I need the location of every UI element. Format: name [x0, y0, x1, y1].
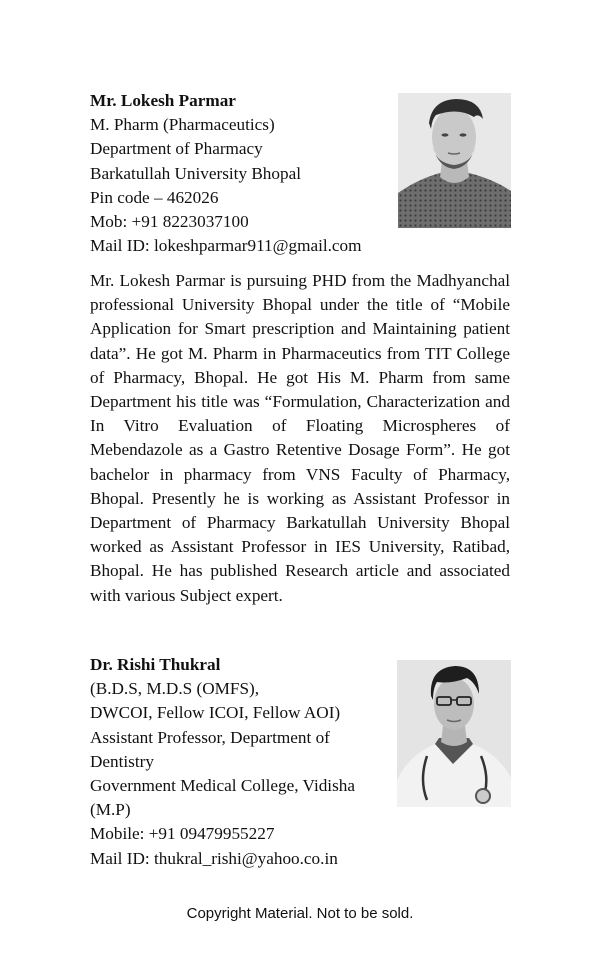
author-university: Barkatullah University Bhopal: [90, 163, 301, 183]
author-contact-lokesh-parmar: [90, 89, 362, 258]
author-state: (M.P): [90, 800, 131, 820]
author-qualifications: (B.D.S, M.D.S (OMFS),: [90, 679, 260, 699]
author-photo-rishi-thukral: [397, 660, 511, 807]
portrait-icon: [397, 660, 511, 807]
author-name: Mr. Lokesh Parmar: [90, 91, 236, 110]
author-email: Mail ID: lokeshparmar911@gmail.com: [90, 236, 362, 256]
author-mobile: Mobile: +91 09479955227: [90, 824, 275, 844]
author-degree: M. Pharm (Pharmaceutics): [90, 115, 275, 135]
author-name: Dr. Rishi Thukral: [90, 655, 221, 674]
author-position: Assistant Professor, Department of: [90, 727, 330, 747]
author-department: Dentistry: [90, 751, 154, 771]
author-department: Department of Pharmacy: [90, 139, 263, 159]
copyright-notice: Copyright Material. Not to be sold.: [186, 905, 414, 922]
author-biography: Mr. Lokesh Parmar is pursuing PHD from the Madhyanchal professional University Bhopal under the title of “Mobile Application for Smart prescription and Maintaining patient data”. He got M. Pharm in Pharmaceutics from TIT College of Pharmacy, Bhopal. He got His M. Pharm from same Department his title was “Formulation, Characterization and In Vitro Evaluation of Floating Microspheres of Mebendazole as a Gastro Retentive Dosage Form”. He got bachelor in pharmacy from VNS Faculty of Pharmacy, Bhopal. Presently he is working as Assistant Professor in Department of Pharmacy Barkatullah University Bhopal worked as Assistant Professor in IES University, Ratibad, Bhopal. He has published Research article and associated with various Subject expert.: [90, 271, 510, 605]
author-mobile: Mob: +91 8223037100: [90, 212, 249, 232]
author-contact-rishi-thukral: [90, 653, 355, 871]
author-photo-lokesh-parmar: [398, 93, 511, 228]
author-pin-code: Pin code – 462026: [90, 187, 219, 207]
author-institution: Government Medical College, Vidisha: [90, 776, 355, 796]
author-email: Mail ID: thukral_rishi@yahoo.co.in: [90, 848, 338, 868]
portrait-icon: [398, 93, 511, 228]
author-fellowships: DWCOI, Fellow ICOI, Fellow AOI): [90, 703, 341, 723]
